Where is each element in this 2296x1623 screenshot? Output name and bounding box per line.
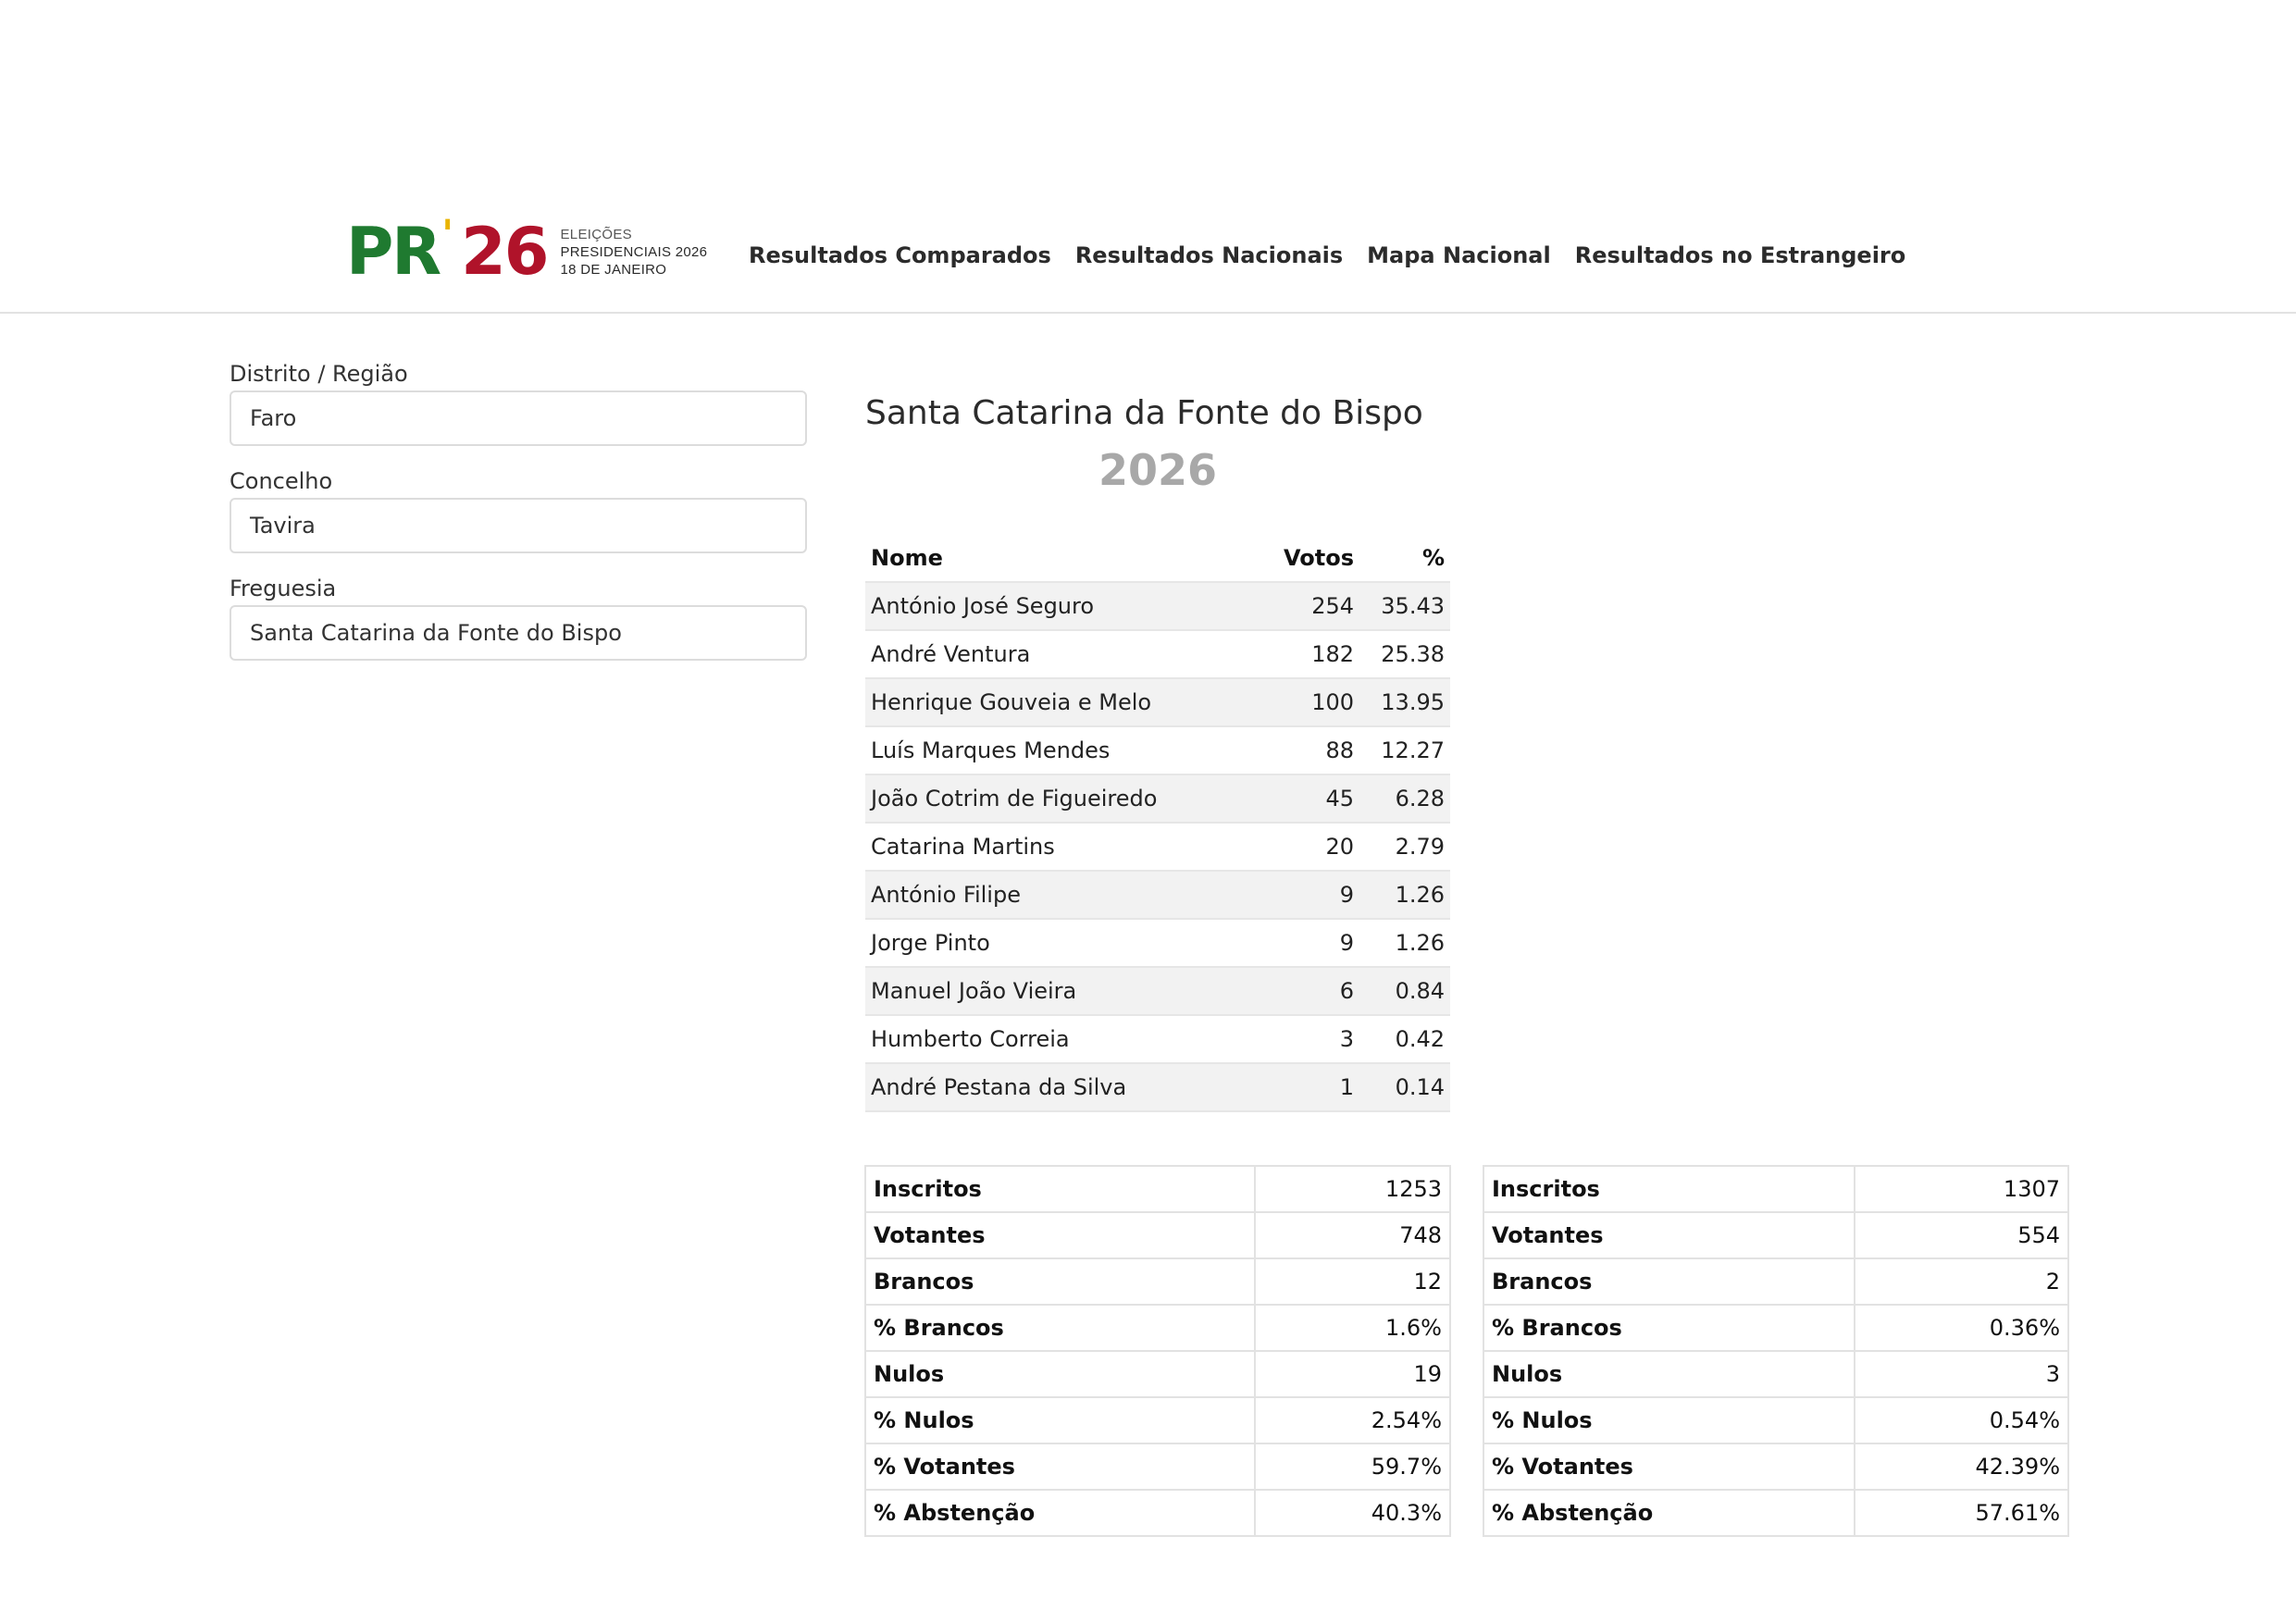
stat-label: % Abstenção	[865, 1490, 1255, 1536]
candidate-votes: 1	[1263, 1063, 1359, 1111]
stat-value: 1253	[1255, 1166, 1450, 1212]
candidate-votes: 100	[1263, 678, 1359, 726]
stats-row	[1483, 1351, 2068, 1397]
stat-value: 3	[1855, 1351, 2068, 1397]
table-row	[865, 967, 1450, 1015]
candidate-name: Catarina Martins	[865, 823, 1263, 871]
stats-row	[865, 1397, 1450, 1443]
stat-value: 40.3%	[1255, 1490, 1450, 1536]
stat-value: 554	[1855, 1212, 2068, 1258]
candidate-votes: 6	[1263, 967, 1359, 1015]
stat-label: Inscritos	[1483, 1166, 1855, 1212]
stat-label: Nulos	[1483, 1351, 1855, 1397]
stat-label: % Votantes	[1483, 1443, 1855, 1490]
column-header-name: Nome	[865, 535, 1263, 582]
logo-caption-line2: PRESIDENCIAIS 2026	[560, 243, 708, 260]
stats-row	[865, 1443, 1450, 1490]
candidate-votes: 3	[1263, 1015, 1359, 1063]
stats-row	[865, 1305, 1450, 1351]
table-row	[865, 582, 1450, 630]
stat-label: % Nulos	[1483, 1397, 1855, 1443]
candidates-header-row	[865, 535, 1450, 582]
stat-value: 0.36%	[1855, 1305, 2068, 1351]
pr26-logo[interactable]	[346, 211, 708, 290]
parish-filter	[230, 572, 807, 661]
stat-value: 19	[1255, 1351, 1450, 1397]
stat-value: 12	[1255, 1258, 1450, 1305]
stat-label: Votantes	[865, 1212, 1255, 1258]
candidate-pct: 13.95	[1359, 678, 1450, 726]
table-row	[865, 726, 1450, 774]
stats-row	[1483, 1258, 2068, 1305]
candidate-pct: 6.28	[1359, 774, 1450, 823]
candidate-pct: 25.38	[1359, 630, 1450, 678]
municipality-select[interactable]: Tavira	[230, 498, 807, 553]
stats-row	[865, 1258, 1450, 1305]
municipality-filter	[230, 465, 807, 553]
stat-value: 2.54%	[1255, 1397, 1450, 1443]
logo-apostrophe: '	[441, 211, 453, 256]
location-filters	[230, 357, 807, 679]
candidate-name: Henrique Gouveia e Melo	[865, 678, 1263, 726]
stats-row	[865, 1212, 1450, 1258]
candidate-votes: 88	[1263, 726, 1359, 774]
turnout-stats-2026	[864, 1165, 1451, 1537]
stats-row	[865, 1351, 1450, 1397]
candidate-name: Luís Marques Mendes	[865, 726, 1263, 774]
stat-label: Brancos	[1483, 1258, 1855, 1305]
table-row	[865, 1015, 1450, 1063]
stat-label: Nulos	[865, 1351, 1255, 1397]
stat-label: % Brancos	[865, 1305, 1255, 1351]
municipality-label: Concelho	[230, 468, 333, 494]
candidate-pct: 0.42	[1359, 1015, 1450, 1063]
candidate-name: Humberto Correia	[865, 1015, 1263, 1063]
candidates-table	[865, 535, 1450, 1112]
parish-label: Freguesia	[230, 576, 337, 601]
table-row	[865, 1063, 1450, 1111]
stat-value: 59.7%	[1255, 1443, 1450, 1490]
candidate-pct: 1.26	[1359, 871, 1450, 919]
district-filter	[230, 357, 807, 446]
candidate-votes: 9	[1263, 919, 1359, 967]
candidate-pct: 1.26	[1359, 919, 1450, 967]
column-header-pct: %	[1359, 535, 1450, 582]
stat-value: 1307	[1855, 1166, 2068, 1212]
candidate-name: André Pestana da Silva	[865, 1063, 1263, 1111]
table-row	[865, 678, 1450, 726]
stat-value: 1.6%	[1255, 1305, 1450, 1351]
logo-year: 26	[461, 214, 548, 290]
candidate-name: Manuel João Vieira	[865, 967, 1263, 1015]
stat-label: Votantes	[1483, 1212, 1855, 1258]
stats-row	[1483, 1212, 2068, 1258]
nav-mapa-nacional[interactable]: Mapa Nacional	[1367, 242, 1551, 268]
stat-label: % Votantes	[865, 1443, 1255, 1490]
table-row	[865, 871, 1450, 919]
candidate-pct: 35.43	[1359, 582, 1450, 630]
column-header-votes: Votos	[1263, 535, 1359, 582]
district-select[interactable]: Faro	[230, 390, 807, 446]
nav-resultados-comparados[interactable]: Resultados Comparados	[749, 242, 1051, 268]
main-nav	[749, 237, 1905, 274]
nav-resultados-estrangeiro[interactable]: Resultados no Estrangeiro	[1574, 242, 1906, 268]
turnout-stats-previous	[1483, 1165, 2069, 1537]
parish-select[interactable]: Santa Catarina da Fonte do Bispo	[230, 605, 807, 661]
stat-value: 2	[1855, 1258, 2068, 1305]
stats-row	[1483, 1305, 2068, 1351]
candidate-pct: 0.14	[1359, 1063, 1450, 1111]
candidate-votes: 254	[1263, 582, 1359, 630]
candidate-name: Jorge Pinto	[865, 919, 1263, 967]
stats-row	[1483, 1443, 2068, 1490]
candidate-votes: 182	[1263, 630, 1359, 678]
stat-value: 748	[1255, 1212, 1450, 1258]
logo-caption	[561, 226, 708, 279]
stats-row	[865, 1490, 1450, 1536]
stats-row	[1483, 1166, 2068, 1212]
table-row	[865, 630, 1450, 678]
stat-label: Inscritos	[865, 1166, 1255, 1212]
stat-value: 42.39%	[1855, 1443, 2068, 1490]
candidate-pct: 0.84	[1359, 967, 1450, 1015]
stats-row	[1483, 1490, 2068, 1536]
logo-caption-line3: 18 DE JANEIRO	[560, 261, 667, 278]
logo-mark	[346, 211, 548, 290]
candidate-name: António Filipe	[865, 871, 1263, 919]
parish-results	[865, 387, 1450, 1112]
logo-caption-line1: ELEIÇÕES	[560, 226, 632, 242]
stat-label: Brancos	[865, 1258, 1255, 1305]
candidate-name: António José Seguro	[865, 582, 1263, 630]
candidate-name: André Ventura	[865, 630, 1263, 678]
election-year: 2026	[1098, 445, 1218, 495]
candidate-votes: 45	[1263, 774, 1359, 823]
stat-label: % Abstenção	[1483, 1490, 1855, 1536]
candidate-pct: 2.79	[1359, 823, 1450, 871]
candidate-name: João Cotrim de Figueiredo	[865, 774, 1263, 823]
candidate-pct: 12.27	[1359, 726, 1450, 774]
candidate-votes: 20	[1263, 823, 1359, 871]
table-row	[865, 774, 1450, 823]
table-row	[865, 919, 1450, 967]
stats-row	[1483, 1397, 2068, 1443]
logo-pr: PR	[346, 214, 441, 290]
stats-row	[865, 1166, 1450, 1212]
stat-label: % Brancos	[1483, 1305, 1855, 1351]
district-label: Distrito / Região	[230, 361, 408, 387]
parish-title: Santa Catarina da Fonte do Bispo	[865, 394, 1423, 432]
candidate-votes: 9	[1263, 871, 1359, 919]
table-row	[865, 823, 1450, 871]
stat-value: 57.61%	[1855, 1490, 2068, 1536]
nav-resultados-nacionais[interactable]: Resultados Nacionais	[1074, 242, 1344, 268]
stat-label: % Nulos	[865, 1397, 1255, 1443]
stat-value: 0.54%	[1855, 1397, 2068, 1443]
site-header	[0, 0, 2296, 314]
